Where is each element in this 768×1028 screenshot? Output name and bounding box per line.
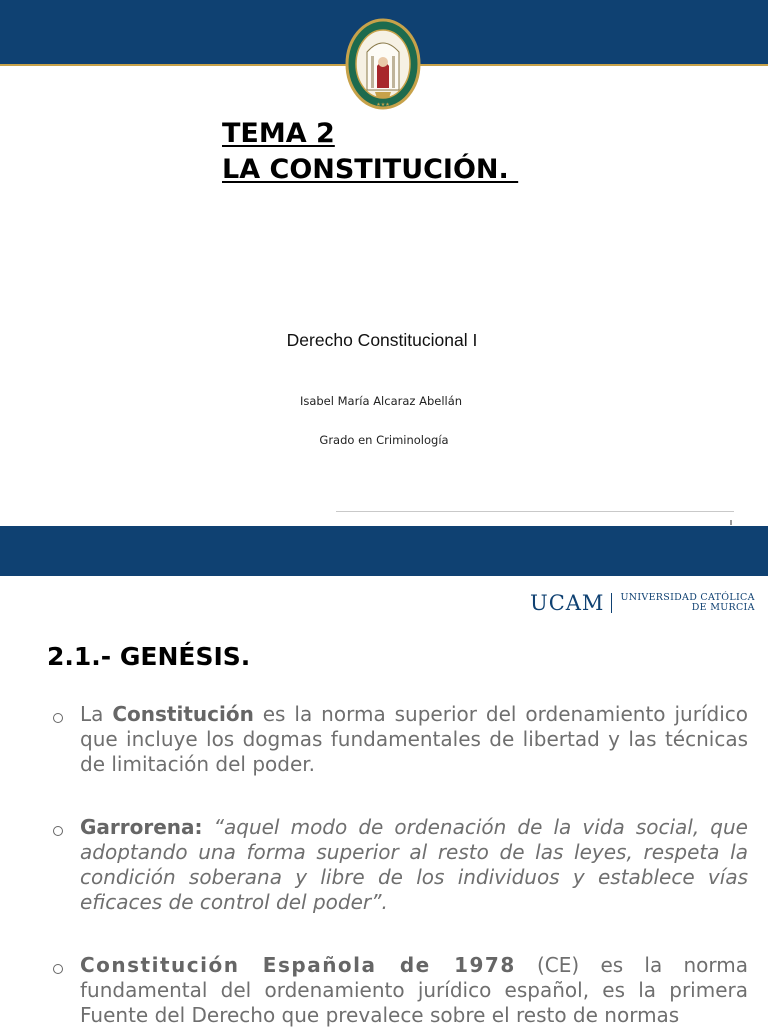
bullet-text — [80, 953, 748, 1028]
slide-separator-band — [0, 526, 768, 576]
bullet-circle-icon — [53, 826, 63, 836]
bullet-circle-icon — [53, 964, 63, 974]
bullet-item-definition — [80, 702, 748, 777]
footer-divider — [336, 511, 734, 512]
author-name-text: Isabel María Alcaraz Abellán — [299, 394, 463, 408]
degree-name-text: Grado en Criminología — [319, 433, 449, 447]
bullet-keyword: Garrorena: — [80, 815, 203, 839]
bullet-quote: “aquel modo de ordenación de la vida social, que adoptando una forma superior al resto de las leyes, respeta la condición soberana y libre de los individuos y establece vías eficaces de control del poder”. — [80, 815, 748, 914]
page-marker — [730, 520, 732, 525]
bullet-text — [80, 815, 748, 915]
university-seal-icon — [345, 18, 421, 110]
bullet-text — [80, 702, 748, 777]
title-topic-number: TEMA 2 — [222, 118, 335, 149]
ucam-logo-name-line1: UNIVERSIDAD CATÓLICA — [620, 592, 755, 603]
degree-name — [0, 429, 768, 448]
bullet-text-lead: La — [80, 702, 113, 726]
bullet-circle-icon — [53, 713, 63, 723]
course-name — [0, 330, 768, 351]
bullet-item-garrorena — [80, 815, 748, 915]
ucam-logo-name — [620, 593, 754, 613]
bullet-keyword: Constitución — [112, 702, 254, 726]
bullet-text-body: (CE) es la norma fundamental del ordenamiento jurídico español, es la primera Fuente del Derecho que prevalece sobre el resto de normas — [80, 953, 748, 1027]
ucam-logo-name-line2: DE MURCIA — [691, 602, 755, 613]
author-name — [0, 390, 768, 409]
ucam-logo-mark: UCAM — [530, 591, 605, 615]
svg-text:★★★: ★★★ — [376, 102, 390, 108]
course-name-text: Derecho Constitucional I — [286, 330, 478, 350]
bullet-text-body: es la norma superior del ordenamiento jurídico que incluye los dogmas fundamentales de libertad y las técnicas de limitación del poder. — [80, 702, 748, 776]
section-heading: 2.1.- GENÉSIS. — [47, 642, 251, 671]
title-topic-name: LA CONSTITUCIÓN. — [222, 154, 519, 185]
ucam-logo — [530, 590, 755, 616]
bullet-keyword: Constitución Española de 1978 — [80, 953, 516, 977]
logo-divider — [611, 593, 612, 613]
title-block — [222, 116, 518, 188]
bullet-item-ce-1978 — [80, 953, 748, 1028]
